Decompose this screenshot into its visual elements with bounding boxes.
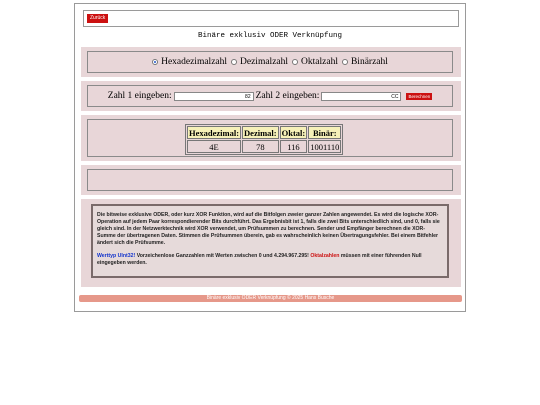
number1-label: Zahl 1 eingeben: — [107, 91, 172, 101]
app-frame — [74, 3, 466, 312]
result-value-row — [187, 140, 341, 153]
mode-option-hex[interactable] — [152, 57, 227, 67]
footer: Binäre exklusiv ODER Verknüpfung © 2025 Hans Busche — [79, 295, 462, 302]
radio-oct[interactable] — [292, 59, 298, 65]
radio-hex[interactable] — [152, 59, 158, 65]
description-band — [81, 199, 461, 287]
mode-option-dec[interactable] — [231, 57, 288, 67]
range-note: Vorzeichenlose Ganzzahlen mit Werten zwischen 0 und 4.294.967.295! — [135, 253, 311, 259]
note-paragraph — [97, 253, 443, 267]
number1-input[interactable]: 82 — [174, 92, 254, 101]
empty-band — [81, 165, 461, 195]
empty-panel — [87, 169, 453, 191]
result-panel — [87, 119, 453, 157]
radio-bin[interactable] — [342, 59, 348, 65]
header-bin: Binär: — [308, 126, 341, 139]
mode-label-bin: Binärzahl — [350, 57, 388, 67]
value-bin: 1001110 — [310, 141, 340, 152]
octal-note: Oktalzahlen — [310, 253, 340, 259]
mode-band — [81, 47, 461, 77]
result-band — [81, 115, 461, 161]
input-panel — [87, 85, 453, 107]
mode-label-oct: Oktalzahl — [301, 57, 338, 67]
radio-dec[interactable] — [231, 59, 237, 65]
value-dec: 78 — [242, 140, 279, 153]
leading-zero-note: müssen mit einer führenden Null eingegeben werden. — [97, 253, 422, 266]
header-dec: Dezimal: — [244, 127, 277, 138]
value-hex: 4E — [187, 140, 241, 153]
mode-option-oct[interactable] — [292, 57, 338, 67]
calculate-button[interactable]: Berechnen — [408, 93, 431, 99]
number2-label: Zahl 2 eingeben: — [255, 91, 320, 101]
description-box — [91, 204, 449, 278]
number2-input[interactable]: CC — [321, 92, 401, 101]
mode-label-dec: Dezimalzahl — [240, 57, 289, 67]
mode-option-bin[interactable] — [342, 57, 388, 67]
result-header-row — [187, 126, 341, 139]
header-hex: Hexadezimal: — [189, 127, 240, 138]
page-title: Binäre exklusiv ODER Verknüpfung — [197, 32, 343, 40]
header-oct: Oktal: — [281, 127, 306, 138]
value-type-note: Werttyp UInt32! — [97, 253, 136, 259]
value-oct: 116 — [280, 140, 308, 153]
top-nav-bar — [83, 10, 459, 27]
description-paragraph: Die bitweise exklusive ODER, oder kurz XOR Funktion, wird auf die Bitfolgen zweier ganzer Zahlen angewendet. Es wird die logische XOR-Operation auf jedem Paar korrespondierender Bits durchführt. Das Ergebnisbit ist 1, falls die zwei Bits unterschiedlich sind, und 0, falls sie gleich sind. In der Netzwerktechnik wird XOR verwendet, um Prüfsummen zu berechnen. Sender und Empfänger berechnen die XOR-Summe der übertragenen Daten. Stimmen die Prüfsummen überein, gab es wahrscheinlich keinen Übertragungsfehler. Bei einem Bitfehler ändert sich die Prüfsumme. — [97, 212, 440, 246]
result-table — [185, 124, 343, 155]
input-band — [81, 81, 461, 111]
mode-radio-group — [88, 52, 452, 72]
input-row — [88, 86, 452, 106]
mode-label-hex: Hexadezimalzahl — [161, 57, 228, 67]
back-button[interactable]: Zurück — [87, 14, 108, 23]
mode-panel — [87, 51, 453, 73]
